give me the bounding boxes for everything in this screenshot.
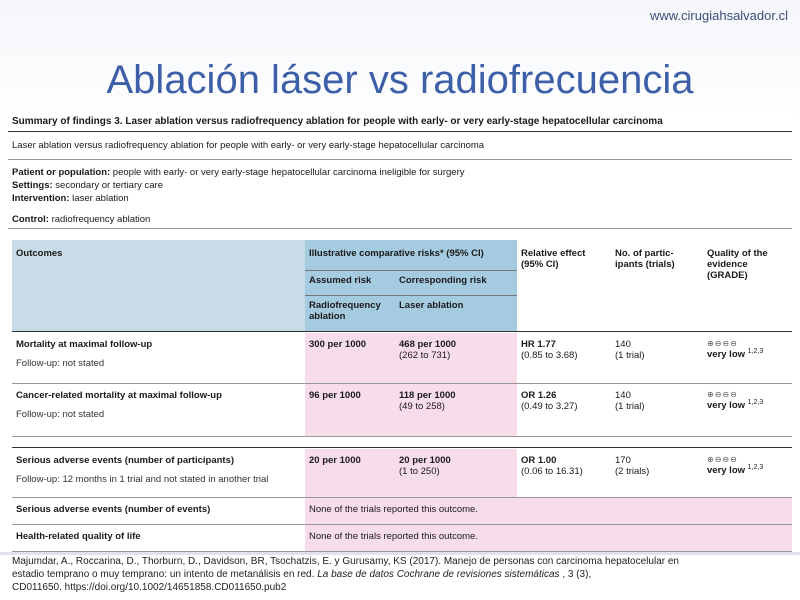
grade-dots-icon: ⊕⊖⊖⊖ — [707, 390, 738, 399]
grade-dots-icon: ⊕⊖⊖⊖ — [707, 455, 738, 464]
participants-count: 170 — [615, 455, 631, 466]
quality-notes: 1,2,3 — [747, 399, 764, 406]
header-corresponding: Corresponding risk — [399, 275, 487, 286]
corresponding-risk: 468 per 1000 — [399, 339, 457, 350]
sof-subheading: Laser ablation versus radiofrequency ablation for people with early- or very early-stage hepatocellular carcinoma — [8, 132, 792, 160]
outcome-name: Cancer-related mortality at maximal follow-up — [16, 390, 222, 401]
sof-heading: Summary of findings 3. Laser ablation versus radiofrequency ablation for people with early- or very early-stage hepatocellular carcinoma — [8, 110, 792, 132]
outcome-followup: Follow-up: not stated — [16, 409, 105, 420]
relative-ci: (0.49 to 3.27) — [521, 401, 578, 412]
slide-title: Ablación láser vs radiofrecuencia — [106, 58, 694, 102]
outcomes-table — [12, 240, 792, 552]
outcome-followup: Follow-up: not stated — [16, 358, 105, 369]
corresponding-ci: (1 to 250) — [399, 466, 440, 477]
corresponding-ci: (49 to 258) — [399, 401, 445, 412]
relative-ci: (0.85 to 3.68) — [521, 350, 578, 361]
header-risks-title: Illustrative comparative risks* (95% CI) — [305, 240, 517, 271]
relative-effect: OR 1.00 — [521, 455, 557, 466]
not-reported-note: None of the trials reported this outcome. — [305, 525, 792, 551]
relative-effect: OR 1.26 — [521, 390, 557, 401]
row-separator — [12, 437, 792, 448]
header-assumed-sub: Radiofrequency ablation — [309, 300, 381, 322]
table-row — [12, 498, 792, 525]
corresponding-risk: 118 per 1000 — [399, 390, 456, 401]
intervention-line: Intervention: laser ablation — [12, 193, 129, 204]
settings-line: Settings: secondary or tertiary care — [12, 180, 163, 191]
trials-count: (1 trial) — [615, 350, 645, 361]
outcome-name: Serious adverse events (number of events) — [16, 504, 211, 515]
relative-ci: (0.06 to 16.31) — [521, 466, 583, 477]
table-row — [12, 333, 792, 384]
corresponding-ci: (262 to 731) — [399, 350, 451, 361]
header-quality: Quality of the evidence (GRADE) — [703, 240, 792, 332]
relative-effect: HR 1.77 — [521, 339, 556, 350]
participants-count: 140 — [615, 390, 631, 401]
corresponding-risk: 20 per 1000 — [399, 455, 451, 466]
outcome-name: Serious adverse events (number of participants) — [16, 455, 235, 466]
header-participants: No. of partic- ipants (trials) — [611, 240, 703, 332]
table-row — [12, 525, 792, 552]
website-url[interactable]: www.cirugiahsalvador.cl — [649, 8, 788, 23]
outcome-name: Mortality at maximal follow-up — [16, 339, 153, 350]
outcome-name: Health-related quality of life — [16, 531, 141, 542]
assumed-risk: 300 per 1000 — [305, 333, 395, 383]
assumed-risk: 96 per 1000 — [305, 384, 395, 436]
outcome-followup: Follow-up: 12 months in 1 trial and not stated in another trial — [16, 474, 269, 485]
reference-line-2: estadio temprano o muy temprano: un intento de metanálisis en red. La base de datos Cochrane de revisiones sistemáticas , 3 (3), — [12, 569, 592, 580]
header-assumed: Assumed risk — [309, 275, 372, 286]
trials-count: (1 trial) — [615, 401, 645, 412]
not-reported-note: None of the trials reported this outcome. — [305, 498, 792, 524]
reference-citation — [0, 555, 800, 600]
header-corresponding-sub: Laser ablation — [399, 300, 464, 311]
header-outcomes: Outcomes — [12, 240, 305, 332]
quality-level: very low — [707, 400, 746, 412]
reference-line-1: Majumdar, A., Roccarina, D., Thorburn, D., Davidson, BR, Tsochatzis, E. y Gurusamy, KS (2017). Manejo de personas con carcinoma hepatocelular en — [12, 556, 679, 567]
quality-notes: 1,2,3 — [747, 348, 764, 355]
quality-level: very low — [707, 465, 746, 477]
sof-meta — [8, 160, 792, 229]
header-risks — [305, 240, 517, 332]
control-line: Control: radiofrequency ablation — [12, 214, 151, 225]
summary-of-findings-table — [8, 110, 792, 555]
quality-notes: 1,2,3 — [747, 464, 764, 471]
trials-count: (2 trials) — [615, 466, 650, 477]
grade-dots-icon: ⊕⊖⊖⊖ — [707, 339, 738, 348]
assumed-risk: 20 per 1000 — [305, 449, 395, 497]
participants-count: 140 — [615, 339, 631, 350]
population-line: Patient or population: people with early- or very early-stage hepatocellular carcinoma ineligible for surgery — [12, 167, 465, 178]
reference-doi-link[interactable]: CD011650. https://doi.org/10.1002/14651858.CD011650.pub2 — [12, 582, 287, 593]
quality-level: very low — [707, 349, 746, 361]
table-row — [12, 449, 792, 498]
table-row — [12, 384, 792, 437]
header-relative: Relative effect (95% CI) — [517, 240, 611, 332]
